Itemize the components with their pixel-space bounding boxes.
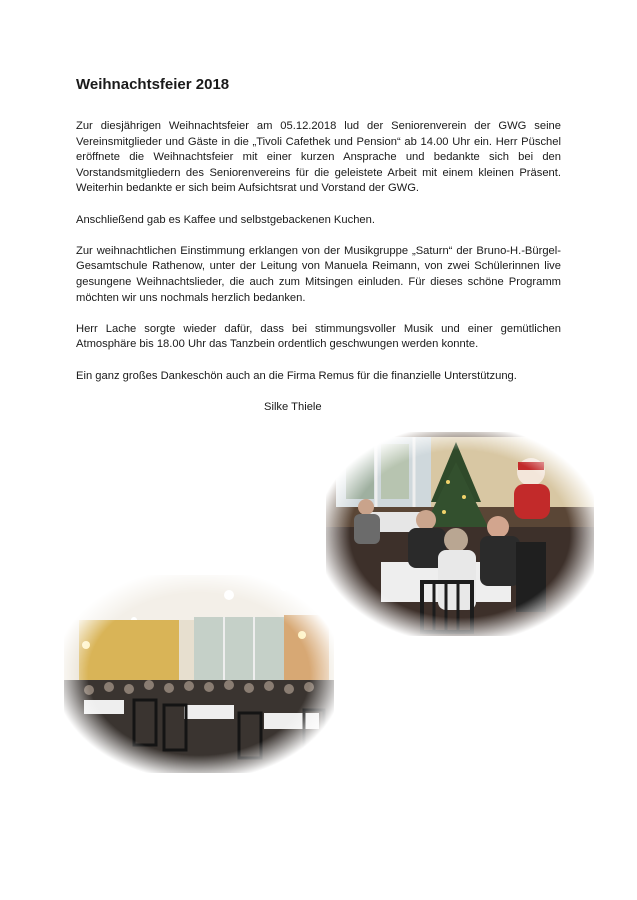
photo-dining-hall <box>64 575 334 773</box>
paragraph-thanks: Ein ganz großes Dankeschön auch an die Firma Remus für die finanzielle Unterstützung. <box>76 369 517 382</box>
paragraph-coffee: Anschließend gab es Kaffee und selbstgebackenen Kuchen. <box>76 213 375 226</box>
paragraph-music: Zur weihnachtlichen Einstimmung erklangen von der Musikgruppe „Saturn“ der Bruno-H.-Bürgel-Gesamtschule Rathenow, unter der Leitung von Manuela Reimann, von zwei Schülerinnen live gesungene Weihnachtslieder, die auch zum Mitsingen einluden. Für dieses schöne Programm möchten wir uns nochmals herzlich bedanken. <box>76 244 561 304</box>
signature: Silke Thiele <box>264 401 322 413</box>
paragraph-dance: Herr Lache sorgte wieder dafür, dass bei stimmungsvoller Musik und einer gemütlichen Atmosphäre bis 18.00 Uhr das Tanzbein ordentlich geschwungen werden konnte. <box>76 322 561 351</box>
document-title: Weihnachtsfeier 2018 <box>76 76 230 93</box>
photo-christmas-tree-guests <box>326 432 594 636</box>
document-body <box>76 119 561 400</box>
paragraph-intro: Zur diesjährigen Weihnachtsfeier am 05.12.2018 lud der Seniorenverein der GWG seine Vereinsmitglieder und Gäste in die „Tivoli Cafethek und Pension“ ab 14.00 Uhr ein. Herr Püschel eröffnete die Weihnachtsfeier mit einer kurzen Ansprache und bedankte sich bei den Vorstandsmitgliedern des Seniorenvereins für die geleistete Arbeit mit einem kleinen Präsent. Weiterhin bedankte er sich beim Aufsichtsrat und Vorstand der GWG. <box>76 120 561 195</box>
